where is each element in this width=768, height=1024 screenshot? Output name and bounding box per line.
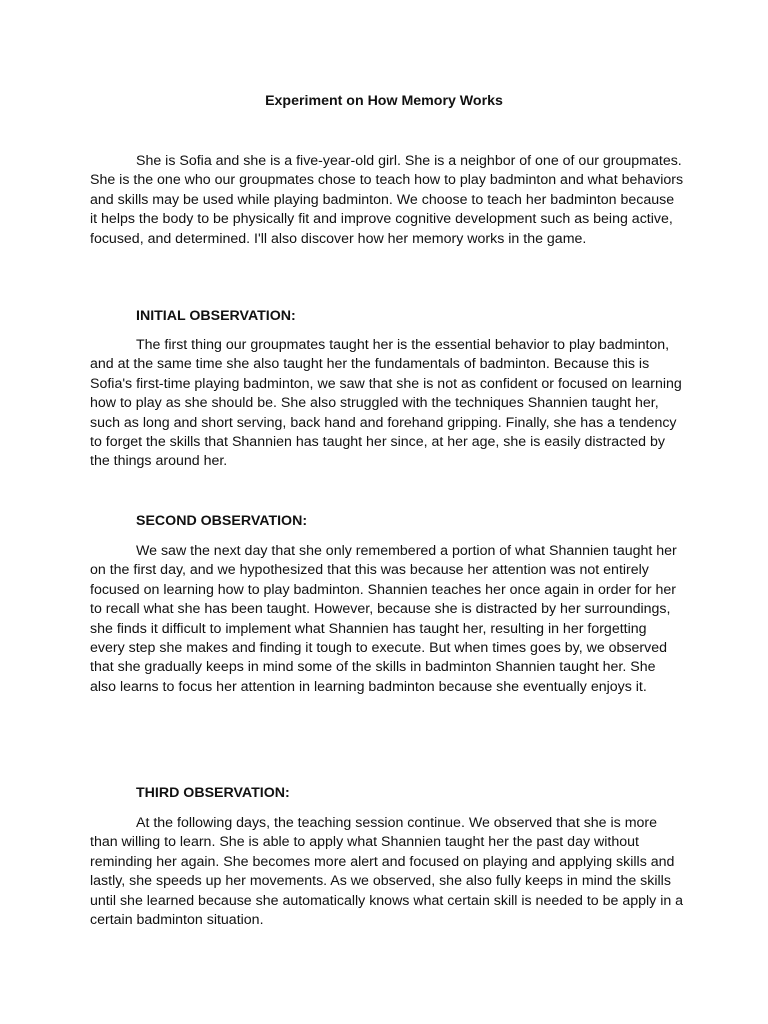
initial-observation-heading: INITIAL OBSERVATION: <box>136 308 296 324</box>
intro-paragraph: She is Sofia and she is a five-year-old girl. She is a neighbor of one of our groupmates. She is the one who our groupmates chose to teach how to play badminton and what behaviors and skills may be used while playing badminton. We choose to teach her badminton because it helps the body to be physically fit and improve cognitive development such as being active, focused, and determined. I'll also discover how her memory works in the game. <box>90 153 684 247</box>
third-observation-heading: THIRD OBSERVATION: <box>136 785 290 801</box>
document-title: Experiment on How Memory Works <box>265 93 503 109</box>
third-observation-paragraph: At the following days, the teaching session continue. We observed that she is more than willing to learn. She is able to apply what Shannien taught her the past day without reminding her again. She becomes more alert and focused on playing and applying skills and lastly, she speeds up her movements. As we observed, she also fully keeps in mind the skills until she learned because she automatically knows what certain skill is needed to be apply in a certain badminton situation. <box>90 815 684 929</box>
second-observation-heading: SECOND OBSERVATION: <box>136 513 308 529</box>
second-observation-paragraph: We saw the next day that she only remembered a portion of what Shannien taught her on the first day, and we hypothesized that this was because her attention was not entirely focused on learning how to play badminton. Shannien teaches her once again in order for her to recall what she has been taught. However, because she is distracted by her surroundings, she finds it difficult to implement what Shannien has taught her, resulting in her forgetting every step she makes and finding it tough to execute. But when times goes by, we observed that she gradually keeps in mind some of the skills in badminton Shannien taught her. She also learns to focus her attention in learning badminton because she eventually enjoys it. <box>90 543 677 695</box>
initial-observation-paragraph: The first thing our groupmates taught her is the essential behavior to play badminton, and at the same time she also taught her the fundamentals of badminton. Because this is Sofia's first-time playing badminton, we saw that she is not as confident or focused on learning how to play as she should be. She also struggled with the techniques Shannien taught her, such as long and short serving, back hand and forehand gripping. Finally, she has a tendency to forget the skills that Shannien has taught her since, at her age, she is easily distracted by the things around her. <box>90 337 682 470</box>
